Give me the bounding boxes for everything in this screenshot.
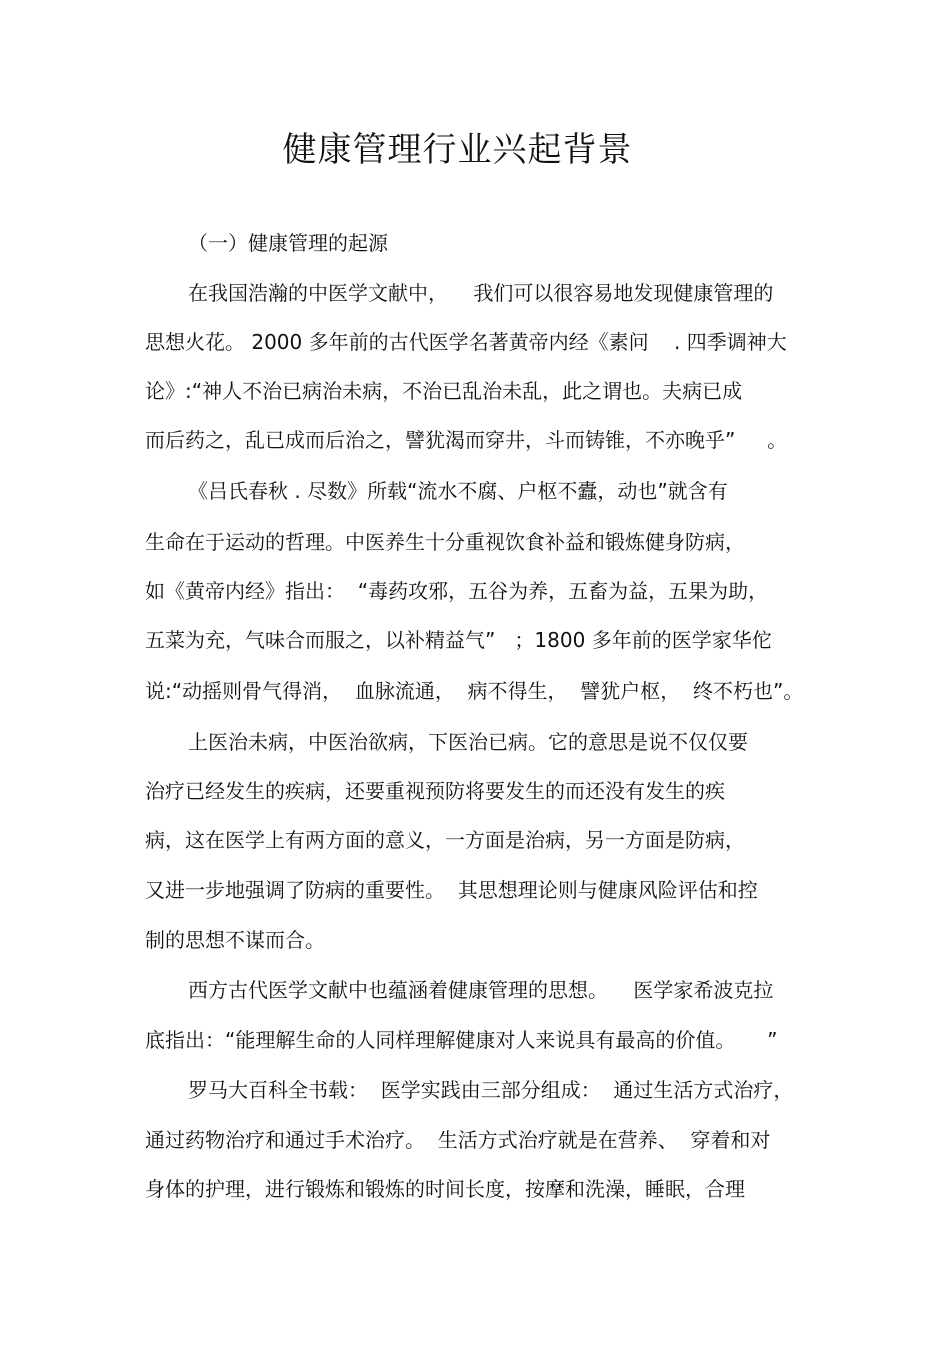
text-line: 生命在于运动的哲理。中医养生十分重视饮食补益和锻炼健身防病， [145,530,745,554]
text-line: 《吕氏春秋 . 尽数》所载“流水不腐、户枢不蠹，动也”就含有 [188,479,728,503]
text-line: 而后药之，乱已成而后治之，譬犹渴而穿井，斗而铸锥，不亦晚乎” 。 [145,428,788,452]
text-line: 五菜为充，气味合而服之，以补精益气” ；1800 多年前的医学家华佗 [145,628,772,652]
text-line: 西方古代医学文献中也蕴涵着健康管理的思想。 医学家希波克拉 [188,978,774,1002]
text-line: 论》:“神人不治已病治未病，不治已乱治未乱，此之谓也。夫病已成 [145,379,743,403]
text-line: 底指出：“能理解生命的人同样理解健康对人来说具有最高的价值。 ” [145,1028,778,1052]
text-line: 说:“动摇则骨气得消， 血脉流通， 病不得生， 譬犹户枢， 终不朽也”。 [145,679,804,703]
text-line: 如《黄帝内经》指出： “毒药攻邪，五谷为养，五畜为益，五果为助， [145,579,769,603]
text-line: 通过药物治疗和通过手术治疗。 生活方式治疗就是在营养、 穿着和对 [145,1128,771,1152]
page-title: 健康管理行业兴起背景 [282,130,633,170]
text-line: 身体的护理，进行锻炼和锻炼的时间长度，按摩和洗澡，睡眠，合理 [145,1177,745,1201]
text-line: 制的思想不谋而合。 [145,928,325,952]
text-line: 上医治未病，中医治欲病，下医治已病。它的意思是说不仅仅要 [188,730,748,754]
text-line: 思想火花。 2000 多年前的古代医学名著黄帝内经《素问 . 四季调神大 [145,330,787,354]
text-line: 罗马大百科全书载： 医学实践由三部分组成： 通过生活方式治疗， [188,1078,794,1102]
text-line: 病，这在医学上有两方面的意义，一方面是治病，另一方面是防病， [145,828,745,852]
text-line: 在我国浩瀚的中医学文献中， 我们可以很容易地发现健康管理的 [188,281,774,305]
text-line: 又进一步地强调了防病的重要性。 其思想理论则与健康风险评估和控 [145,878,758,902]
text-line: 治疗已经发生的疾病，还要重视预防将要发生的而还没有发生的疾 [145,779,725,803]
section-heading: （一）健康管理的起源 [188,231,388,255]
